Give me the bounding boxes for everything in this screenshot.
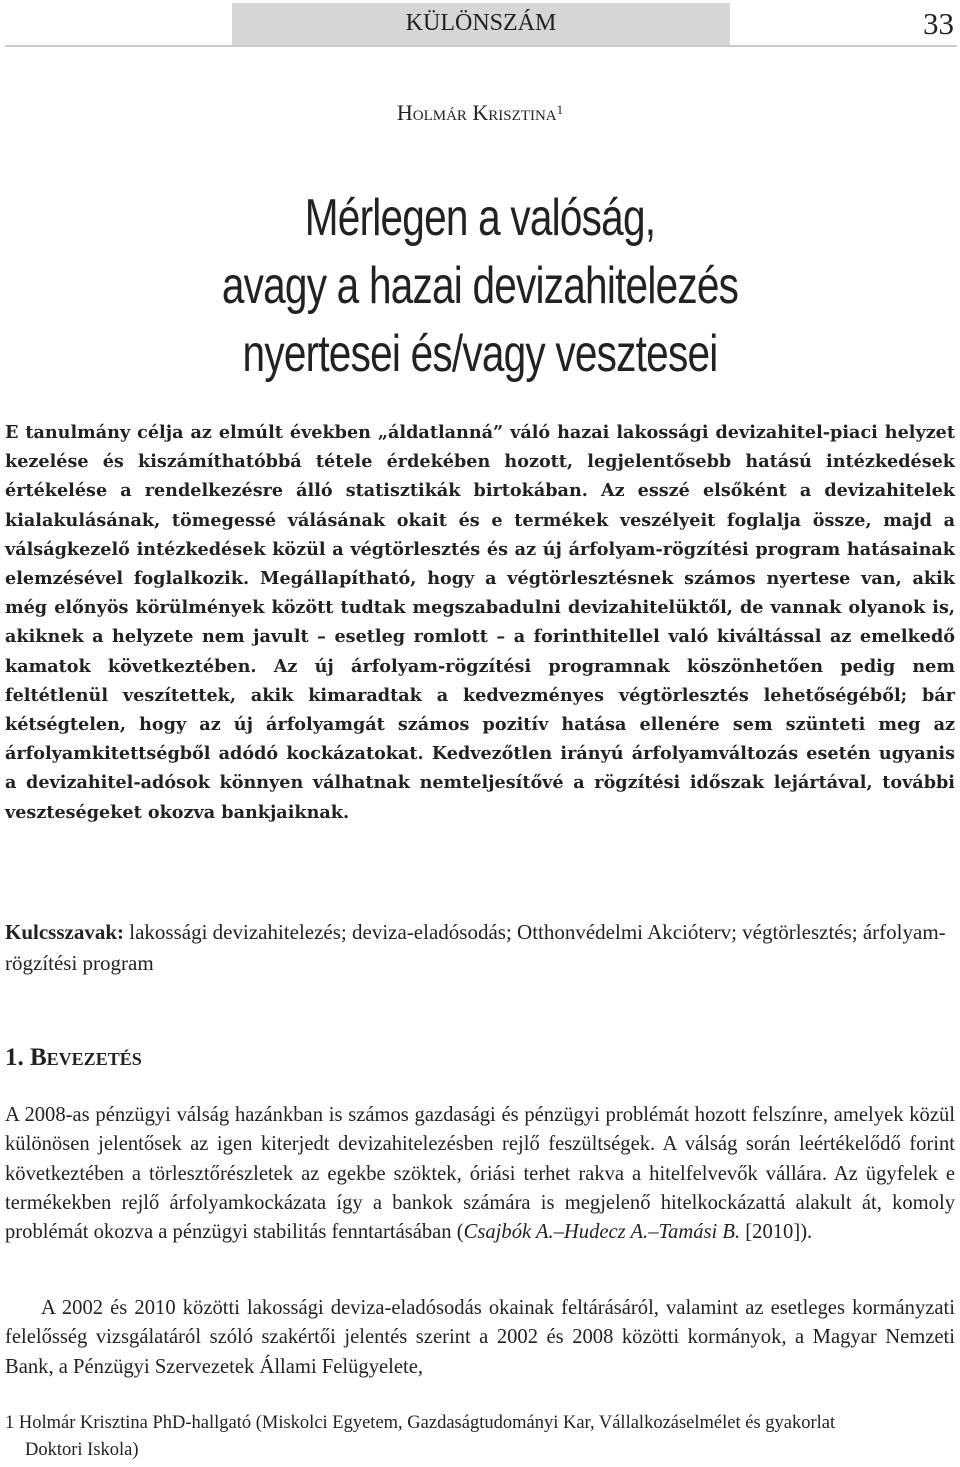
- footnote: [5, 1410, 955, 1464]
- paragraph-1-citation: Csajbók A.–Hudecz A.–Tamási B.: [463, 1221, 741, 1244]
- paragraph-2: A 2002 és 2010 közötti lakossági deviza-eladósodás okainak feltárásáról, valamint az esetleges kormányzati felelősség vizsgálatáról szóló szakértői jelentés szerint a 2002 és 2008 közötti kormányok, a Magyar Nemzeti Bank, a Pénzügyi Szervezetek Állami Felügyelete,: [5, 1297, 955, 1378]
- paragraph-1-citation-year: [2010]).: [740, 1221, 813, 1244]
- paragraph-1: [5, 1101, 955, 1247]
- title-line-3: nyertesei és/vagy vesztesei: [242, 325, 718, 383]
- section-heading: [5, 1044, 142, 1072]
- footnote-text: 1 Holmár Krisztina PhD-hallgató (Miskolci Egyetem, Gazdaságtudományi Kar, Vállalkozáselmélet és gyakorlat: [5, 1413, 836, 1433]
- article-title: [0, 184, 960, 388]
- running-header-rule: [5, 45, 957, 47]
- page-number: 33: [923, 6, 954, 41]
- section-title: Bevezetés: [30, 1044, 142, 1071]
- abstract: E tanulmány célja az elmúlt években „áldatlanná” váló hazai lakossági devizahitel-piaci helyzet kezelése és kiszámíthatóbbá tétele érdekében hozott, legjelentősebb hatású intézkedések értékelése a rendelkezésre álló statisztikák birtokában. Az esszé elsőként a devizahitelek kialakulásának, tömegessé válásának okait és e termékek veszélyeit foglalja össze, majd a válságkezelő intézkedések közül a végtörlesztés és az új árfolyam-rögzítési program hatásainak elemzésével foglalkozik. Megállapítható, hogy a végtörlesztésnek számos nyertese van, akik még előnyös körülmények között tudtak megszabadulni devizahitelüktől, de vannak olyanok is, akiknek a helyzete nem javult – esetleg romlott – a forinthitellel való kiváltással az emelkedő kamatok következtében. Az új árfolyam-rögzítési programnak köszönhetően pedig nem feltétlenül veszítettek, akik kimaradtak a kedvezményes végtörlesztés lehetőségéből; bár kétségtelen, hogy az új árfolyamgát számos pozitív hatása ellenére sem szünteti meg az árfolyamkitettségből adódó kockázatokat. Kedvezőtlen irányú árfolyamváltozás esetén ugyanis a devizahitel-adósok könnyen válhatnak nemteljesítővé a rögzítési időszak lejártával, további veszteségeket okozva bankjaiknak.: [5, 422, 955, 823]
- author-footnote-mark: 1: [556, 102, 564, 117]
- paragraph-1-text: A 2008-as pénzügyi válság hazánkban is számos gazdasági és pénzügyi problémát hozott felszínre, amelyek közül különösen jelentősek az igen kiterjedt devizahitelezésben rejlő feszültségek. A válság során leértékelődő forint következtében a törlesztőrészletek az egekbe szöktek, óriási terhet rakva a hitelfelvevők vállára. Az ügyfelek e termékekben rejlő árfolyamkockázata így a bankok számára is megjelenő hitelkockázattá alakult át, komoly problémát okozva a pénzügyi stabilitás fenntartásában (: [5, 1104, 955, 1244]
- keywords-text: lakossági devizahitelezés; deviza-eladósodás; Otthonvédelmi Akcióterv; végtörlesztés; árfolyam-rögzítési program: [5, 920, 946, 975]
- author-name: Holmár Krisztina: [396, 100, 557, 125]
- footnote-text-continued: Doktori Iskola): [25, 1440, 139, 1460]
- author-line: [0, 100, 960, 126]
- keywords-label: Kulcsszavak:: [5, 920, 125, 944]
- section-number: 1.: [5, 1044, 24, 1071]
- keywords: [5, 917, 955, 979]
- title-line-1: Mérlegen a valóság,: [304, 189, 656, 247]
- title-line-2: avagy a hazai devizahitelezés: [221, 257, 739, 315]
- running-header-section: KÜLÖNSZÁM: [405, 10, 557, 36]
